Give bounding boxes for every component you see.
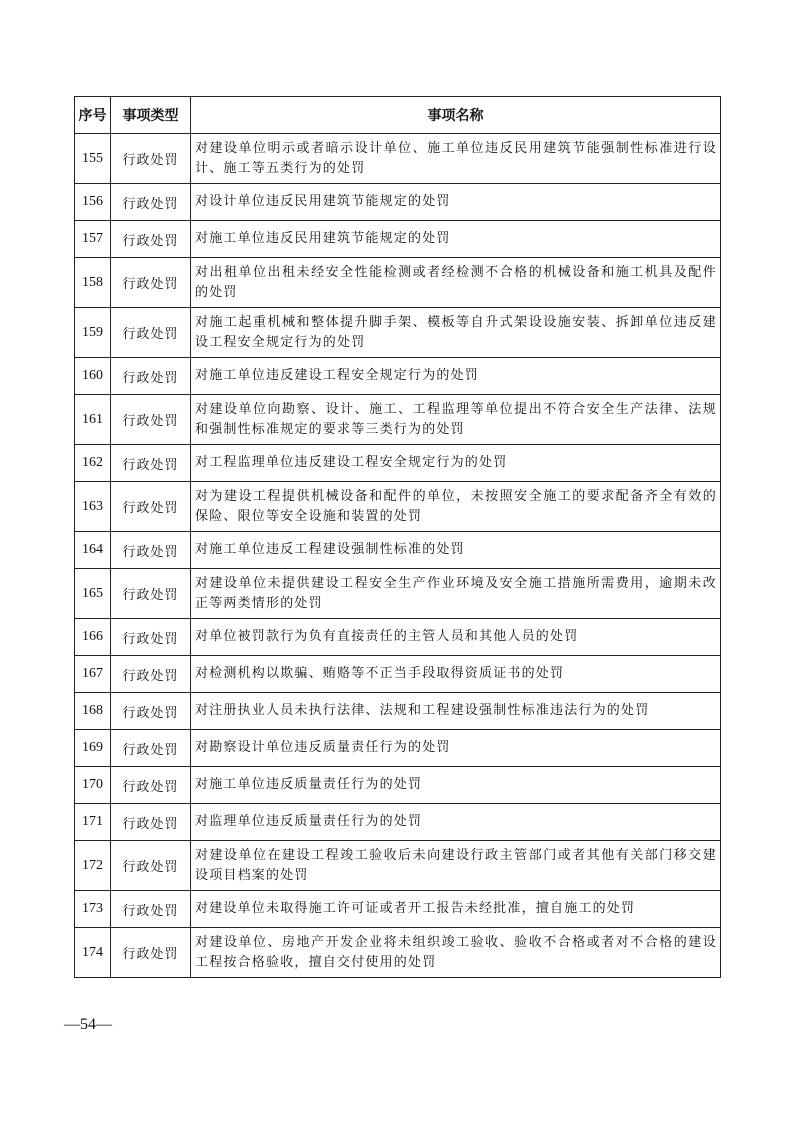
cell-no: 172: [75, 841, 111, 891]
cell-name: 对建设单位、房地产开发企业将未组织竣工验收、验收不合格或者对不合格的建设工程按合格验收，擅自交付使用的处罚: [191, 928, 721, 978]
cell-type: 行政处罚: [111, 730, 191, 767]
cell-no: 160: [75, 358, 111, 395]
cell-no: 165: [75, 569, 111, 619]
cell-type: 行政处罚: [111, 569, 191, 619]
table-row: [75, 928, 721, 978]
table-row: [75, 619, 721, 656]
cell-name: 对为建设工程提供机械设备和配件的单位，未按照安全施工的要求配备齐全有效的保险、限位等安全设施和装置的处罚: [191, 482, 721, 532]
cell-name: 对建设单位明示或者暗示设计单位、施工单位违反民用建筑节能强制性标准进行设计、施工等五类行为的处罚: [191, 134, 721, 184]
table-row: [75, 656, 721, 693]
table-row: [75, 258, 721, 308]
cell-no: 156: [75, 184, 111, 221]
table-row: [75, 804, 721, 841]
table-row: [75, 184, 721, 221]
cell-name: 对施工单位违反民用建筑节能规定的处罚: [191, 221, 721, 258]
cell-type: 行政处罚: [111, 395, 191, 445]
cell-name: 对设计单位违反民用建筑节能规定的处罚: [191, 184, 721, 221]
cell-no: 167: [75, 656, 111, 693]
cell-name: 对施工单位违反建设工程安全规定行为的处罚: [191, 358, 721, 395]
cell-type: 行政处罚: [111, 184, 191, 221]
cell-type: 行政处罚: [111, 221, 191, 258]
cell-type: 行政处罚: [111, 134, 191, 184]
cell-type: 行政处罚: [111, 841, 191, 891]
cell-type: 行政处罚: [111, 445, 191, 482]
table-row: [75, 445, 721, 482]
table-row: [75, 395, 721, 445]
cell-name: 对施工单位违反质量责任行为的处罚: [191, 767, 721, 804]
cell-no: 170: [75, 767, 111, 804]
table-row: [75, 532, 721, 569]
cell-type: 行政处罚: [111, 693, 191, 730]
table-row: [75, 730, 721, 767]
cell-type: 行政处罚: [111, 804, 191, 841]
cell-name: 对监理单位违反质量责任行为的处罚: [191, 804, 721, 841]
cell-type: 行政处罚: [111, 482, 191, 532]
cell-type: 行政处罚: [111, 656, 191, 693]
cell-type: 行政处罚: [111, 891, 191, 928]
header-name: 事项名称: [191, 97, 721, 134]
cell-no: 169: [75, 730, 111, 767]
table-row: [75, 308, 721, 358]
cell-name: 对检测机构以欺骗、贿赂等不正当手段取得资质证书的处罚: [191, 656, 721, 693]
cell-no: 162: [75, 445, 111, 482]
cell-name: 对建设单位向勘察、设计、施工、工程监理等单位提出不符合安全生产法律、法规和强制性标准规定的要求等三类行为的处罚: [191, 395, 721, 445]
cell-no: 163: [75, 482, 111, 532]
table-row: [75, 134, 721, 184]
cell-no: 159: [75, 308, 111, 358]
table-header-row: [75, 97, 721, 134]
cell-name: 对工程监理单位违反建设工程安全规定行为的处罚: [191, 445, 721, 482]
cell-name: 对建设单位在建设工程竣工验收后未向建设行政主管部门或者其他有关部门移交建设项目档案的处罚: [191, 841, 721, 891]
cell-no: 171: [75, 804, 111, 841]
table-body: [75, 134, 721, 978]
cell-no: 164: [75, 532, 111, 569]
table-row: [75, 767, 721, 804]
cell-name: 对建设单位未提供建设工程安全生产作业环境及安全施工措施所需费用，逾期未改正等两类情形的处罚: [191, 569, 721, 619]
cell-no: 168: [75, 693, 111, 730]
items-table: [74, 96, 721, 978]
table-row: [75, 891, 721, 928]
table-row: [75, 358, 721, 395]
cell-no: 157: [75, 221, 111, 258]
cell-name: 对出租单位出租未经安全性能检测或者经检测不合格的机械设备和施工机具及配件的处罚: [191, 258, 721, 308]
cell-no: 173: [75, 891, 111, 928]
header-type: 事项类型: [111, 97, 191, 134]
cell-name: 对勘察设计单位违反质量责任行为的处罚: [191, 730, 721, 767]
cell-no: 166: [75, 619, 111, 656]
cell-name: 对建设单位未取得施工许可证或者开工报告未经批准，擅自施工的处罚: [191, 891, 721, 928]
cell-no: 174: [75, 928, 111, 978]
cell-no: 158: [75, 258, 111, 308]
cell-name: 对施工起重机械和整体提升脚手架、模板等自升式架设设施安装、拆卸单位违反建设工程安全规定行为的处罚: [191, 308, 721, 358]
cell-type: 行政处罚: [111, 258, 191, 308]
cell-name: 对单位被罚款行为负有直接责任的主管人员和其他人员的处罚: [191, 619, 721, 656]
cell-type: 行政处罚: [111, 308, 191, 358]
table-row: [75, 221, 721, 258]
table-row: [75, 482, 721, 532]
cell-name: 对施工单位违反工程建设强制性标准的处罚: [191, 532, 721, 569]
table-row: [75, 841, 721, 891]
table-row: [75, 693, 721, 730]
header-no: 序号: [75, 97, 111, 134]
cell-type: 行政处罚: [111, 767, 191, 804]
table-row: [75, 569, 721, 619]
cell-type: 行政处罚: [111, 532, 191, 569]
cell-type: 行政处罚: [111, 619, 191, 656]
cell-type: 行政处罚: [111, 358, 191, 395]
cell-name: 对注册执业人员未执行法律、法规和工程建设强制性标准违法行为的处罚: [191, 693, 721, 730]
cell-no: 161: [75, 395, 111, 445]
page-number: —54—: [64, 1016, 112, 1033]
cell-no: 155: [75, 134, 111, 184]
cell-type: 行政处罚: [111, 928, 191, 978]
